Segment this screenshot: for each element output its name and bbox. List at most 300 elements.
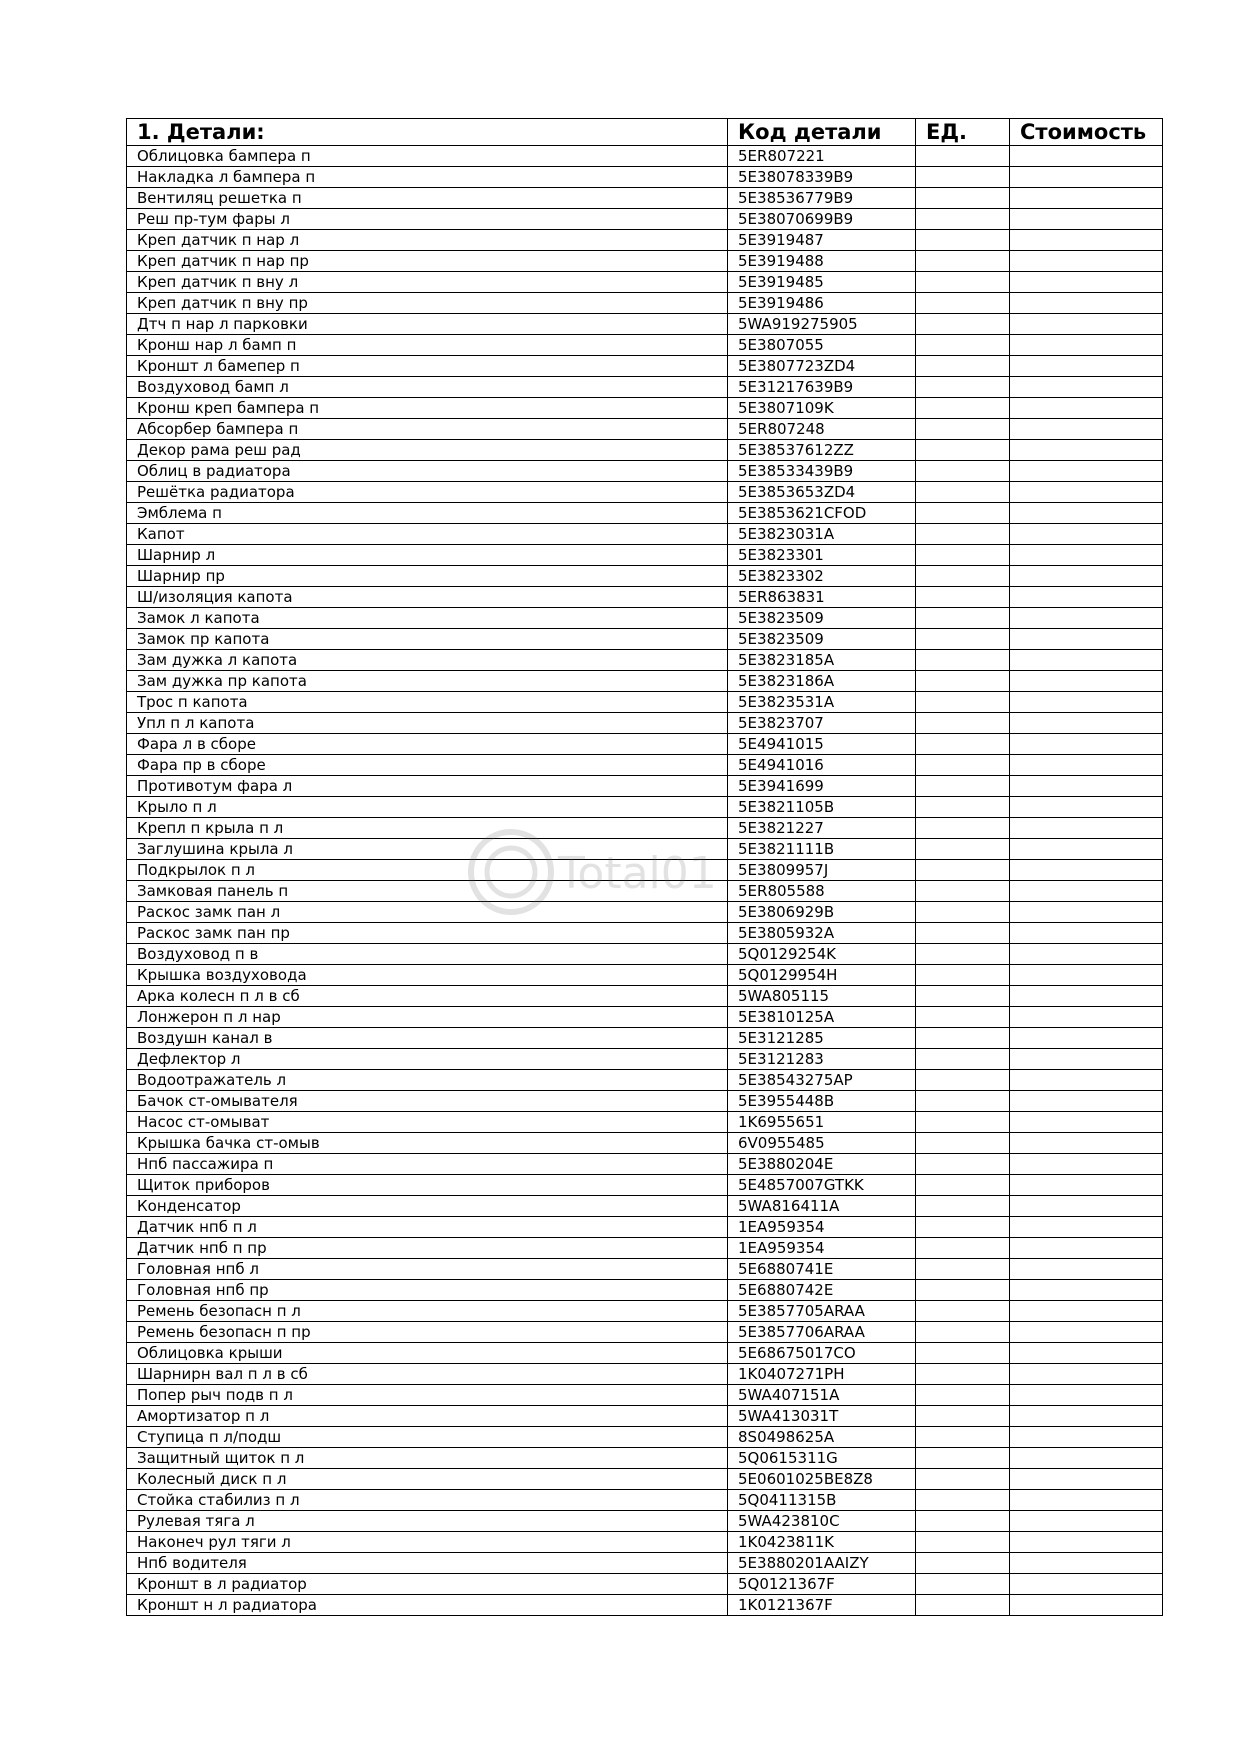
part-code-cell: 5E6880741E: [728, 1259, 916, 1280]
cost-cell: [1010, 272, 1163, 293]
table-row: [127, 524, 1163, 545]
part-code-cell: 8S0498625A: [728, 1427, 916, 1448]
cost-cell: [1010, 860, 1163, 881]
part-name-cell: Воздуховод бамп л: [127, 377, 728, 398]
cost-cell: [1010, 356, 1163, 377]
table-row: [127, 482, 1163, 503]
cost-cell: [1010, 671, 1163, 692]
part-code-cell: 5E3807055: [728, 335, 916, 356]
unit-cell: [916, 713, 1010, 734]
table-row: [127, 713, 1163, 734]
cost-cell: [1010, 1196, 1163, 1217]
part-name-cell: Подкрылок п л: [127, 860, 728, 881]
part-code-cell: 5E4857007GTKK: [728, 1175, 916, 1196]
unit-cell: [916, 524, 1010, 545]
unit-cell: [916, 1511, 1010, 1532]
unit-cell: [916, 293, 1010, 314]
unit-cell: [916, 587, 1010, 608]
unit-cell: [916, 314, 1010, 335]
cost-cell: [1010, 650, 1163, 671]
table-row: [127, 734, 1163, 755]
unit-cell: [916, 734, 1010, 755]
cost-cell: [1010, 944, 1163, 965]
part-name-cell: Кроншт л бамепер п: [127, 356, 728, 377]
part-code-cell: 5E3821227: [728, 818, 916, 839]
cost-cell: [1010, 1406, 1163, 1427]
cost-cell: [1010, 524, 1163, 545]
unit-cell: [916, 1595, 1010, 1616]
part-code-cell: 5E3823186A: [728, 671, 916, 692]
table-row: [127, 1049, 1163, 1070]
part-code-cell: 5Q0129254K: [728, 944, 916, 965]
unit-cell: [916, 902, 1010, 923]
table-row: [127, 776, 1163, 797]
unit-cell: [916, 1553, 1010, 1574]
header-unit: ЕД.: [916, 119, 1010, 146]
unit-cell: [916, 482, 1010, 503]
part-code-cell: 5E3821111B: [728, 839, 916, 860]
part-code-cell: 5E3823301: [728, 545, 916, 566]
cost-cell: [1010, 1364, 1163, 1385]
cost-cell: [1010, 461, 1163, 482]
cost-cell: [1010, 209, 1163, 230]
part-name-cell: Абсорбер бампера п: [127, 419, 728, 440]
table-row: [127, 650, 1163, 671]
unit-cell: [916, 440, 1010, 461]
header-cost: Стоимость: [1010, 119, 1163, 146]
table-row: [127, 671, 1163, 692]
part-name-cell: Ремень безопасн п л: [127, 1301, 728, 1322]
cost-cell: [1010, 1511, 1163, 1532]
part-code-cell: 5E3823509: [728, 629, 916, 650]
table-row: [127, 755, 1163, 776]
part-name-cell: Амортизатор п л: [127, 1406, 728, 1427]
cost-cell: [1010, 1574, 1163, 1595]
part-name-cell: Раскос замк пан пр: [127, 923, 728, 944]
part-code-cell: 5E31217639B9: [728, 377, 916, 398]
part-code-cell: 5WA423810C: [728, 1511, 916, 1532]
part-code-cell: 5ER863831: [728, 587, 916, 608]
unit-cell: [916, 1133, 1010, 1154]
part-name-cell: Кроншт н л радиатора: [127, 1595, 728, 1616]
part-name-cell: Колесный диск п л: [127, 1469, 728, 1490]
part-name-cell: Креп датчик п вну пр: [127, 293, 728, 314]
part-code-cell: 5E4941015: [728, 734, 916, 755]
part-code-cell: 5E3857706ARAA: [728, 1322, 916, 1343]
table-row: [127, 251, 1163, 272]
part-code-cell: 5E3919487: [728, 230, 916, 251]
part-name-cell: Накладка л бампера п: [127, 167, 728, 188]
table-row: [127, 188, 1163, 209]
table-row: [127, 629, 1163, 650]
table-row: [127, 1007, 1163, 1028]
table-row: [127, 1427, 1163, 1448]
part-name-cell: Дтч п нар л парковки: [127, 314, 728, 335]
cost-cell: [1010, 1280, 1163, 1301]
unit-cell: [916, 251, 1010, 272]
part-name-cell: Наконеч рул тяги л: [127, 1532, 728, 1553]
cost-cell: [1010, 1448, 1163, 1469]
unit-cell: [916, 1238, 1010, 1259]
unit-cell: [916, 272, 1010, 293]
table-row: [127, 797, 1163, 818]
unit-cell: [916, 1406, 1010, 1427]
table-row: [127, 503, 1163, 524]
table-row: [127, 902, 1163, 923]
unit-cell: [916, 965, 1010, 986]
part-code-cell: 5Q0411315B: [728, 1490, 916, 1511]
part-name-cell: Замок л капота: [127, 608, 728, 629]
unit-cell: [916, 377, 1010, 398]
cost-cell: [1010, 818, 1163, 839]
unit-cell: [916, 398, 1010, 419]
table-row: [127, 1133, 1163, 1154]
cost-cell: [1010, 482, 1163, 503]
part-code-cell: 5E3807723ZD4: [728, 356, 916, 377]
part-name-cell: Дефлектор л: [127, 1049, 728, 1070]
unit-cell: [916, 1490, 1010, 1511]
cost-cell: [1010, 1175, 1163, 1196]
cost-cell: [1010, 965, 1163, 986]
unit-cell: [916, 671, 1010, 692]
unit-cell: [916, 1028, 1010, 1049]
part-code-cell: 5E3805932A: [728, 923, 916, 944]
cost-cell: [1010, 587, 1163, 608]
cost-cell: [1010, 1070, 1163, 1091]
cost-cell: [1010, 419, 1163, 440]
table-row: [127, 398, 1163, 419]
cost-cell: [1010, 608, 1163, 629]
table-row: [127, 1532, 1163, 1553]
unit-cell: [916, 1343, 1010, 1364]
part-name-cell: Облиц в радиатора: [127, 461, 728, 482]
cost-cell: [1010, 1007, 1163, 1028]
unit-cell: [916, 146, 1010, 167]
part-code-cell: 5E3823707: [728, 713, 916, 734]
part-name-cell: Датчик нпб п л: [127, 1217, 728, 1238]
unit-cell: [916, 1196, 1010, 1217]
cost-cell: [1010, 1322, 1163, 1343]
table-row: [127, 293, 1163, 314]
table-row: [127, 1301, 1163, 1322]
part-name-cell: Раскос замк пан л: [127, 902, 728, 923]
part-name-cell: Трос п капота: [127, 692, 728, 713]
part-name-cell: Кронш нар л бамп п: [127, 335, 728, 356]
cost-cell: [1010, 1028, 1163, 1049]
table-row: [127, 839, 1163, 860]
part-name-cell: Фара л в сборе: [127, 734, 728, 755]
cost-cell: [1010, 167, 1163, 188]
table-row: [127, 209, 1163, 230]
unit-cell: [916, 755, 1010, 776]
table-row: [127, 1238, 1163, 1259]
table-row: [127, 314, 1163, 335]
header-parts: 1. Детали:: [127, 119, 728, 146]
part-name-cell: Воздуховод п в: [127, 944, 728, 965]
part-name-cell: Креп датчик п вну л: [127, 272, 728, 293]
table-row: [127, 944, 1163, 965]
unit-cell: [916, 839, 1010, 860]
table-row: [127, 1028, 1163, 1049]
part-code-cell: 1K0121367F: [728, 1595, 916, 1616]
unit-cell: [916, 1322, 1010, 1343]
part-code-cell: 5Q0129954H: [728, 965, 916, 986]
part-name-cell: Кроншт в л радиатор: [127, 1574, 728, 1595]
part-name-cell: Шарнир л: [127, 545, 728, 566]
part-code-cell: 5ER807221: [728, 146, 916, 167]
cost-cell: [1010, 776, 1163, 797]
part-code-cell: 1K0423811K: [728, 1532, 916, 1553]
unit-cell: [916, 1427, 1010, 1448]
table-row: [127, 1322, 1163, 1343]
part-name-cell: Головная нпб л: [127, 1259, 728, 1280]
table-header-row: [127, 119, 1163, 146]
part-code-cell: 5E3955448B: [728, 1091, 916, 1112]
header-part-code: Код детали: [728, 119, 916, 146]
unit-cell: [916, 608, 1010, 629]
part-name-cell: Упл п л капота: [127, 713, 728, 734]
part-code-cell: 5E3809957J: [728, 860, 916, 881]
cost-cell: [1010, 629, 1163, 650]
part-name-cell: Капот: [127, 524, 728, 545]
cost-cell: [1010, 734, 1163, 755]
part-code-cell: 5E0601025BE8Z8: [728, 1469, 916, 1490]
table-row: [127, 461, 1163, 482]
unit-cell: [916, 650, 1010, 671]
part-name-cell: Головная нпб пр: [127, 1280, 728, 1301]
table-row: [127, 1448, 1163, 1469]
unit-cell: [916, 230, 1010, 251]
part-code-cell: 1K0407271PH: [728, 1364, 916, 1385]
table-row: [127, 1343, 1163, 1364]
part-code-cell: 1EA959354: [728, 1217, 916, 1238]
table-row: [127, 335, 1163, 356]
part-code-cell: 5E68675017CO: [728, 1343, 916, 1364]
unit-cell: [916, 356, 1010, 377]
unit-cell: [916, 503, 1010, 524]
part-code-cell: 5E3806929B: [728, 902, 916, 923]
table-row: [127, 545, 1163, 566]
cost-cell: [1010, 440, 1163, 461]
cost-cell: [1010, 293, 1163, 314]
cost-cell: [1010, 1238, 1163, 1259]
cost-cell: [1010, 986, 1163, 1007]
part-name-cell: Ступица п л/подш: [127, 1427, 728, 1448]
part-name-cell: Защитный щиток п л: [127, 1448, 728, 1469]
cost-cell: [1010, 188, 1163, 209]
part-code-cell: 5E6880742E: [728, 1280, 916, 1301]
part-name-cell: Конденсатор: [127, 1196, 728, 1217]
cost-cell: [1010, 797, 1163, 818]
parts-sheet: [126, 118, 1162, 1616]
unit-cell: [916, 1091, 1010, 1112]
part-code-cell: 6V0955485: [728, 1133, 916, 1154]
part-name-cell: Ш/изоляция капота: [127, 587, 728, 608]
table-row: [127, 1490, 1163, 1511]
table-row: [127, 1154, 1163, 1175]
table-row: [127, 419, 1163, 440]
cost-cell: [1010, 1259, 1163, 1280]
unit-cell: [916, 797, 1010, 818]
cost-cell: [1010, 335, 1163, 356]
part-name-cell: Крышка бачка ст-омыв: [127, 1133, 728, 1154]
cost-cell: [1010, 377, 1163, 398]
unit-cell: [916, 461, 1010, 482]
part-name-cell: Крышка воздуховода: [127, 965, 728, 986]
part-code-cell: 5E3121285: [728, 1028, 916, 1049]
part-code-cell: 5E3919485: [728, 272, 916, 293]
unit-cell: [916, 167, 1010, 188]
table-row: [127, 1217, 1163, 1238]
part-name-cell: Решётка радиатора: [127, 482, 728, 503]
unit-cell: [916, 881, 1010, 902]
part-name-cell: Зам дужка л капота: [127, 650, 728, 671]
part-code-cell: 5Q0615311G: [728, 1448, 916, 1469]
unit-cell: [916, 335, 1010, 356]
part-code-cell: 5E38543275AP: [728, 1070, 916, 1091]
part-name-cell: Противотум фара л: [127, 776, 728, 797]
unit-cell: [916, 944, 1010, 965]
table-row: [127, 608, 1163, 629]
cost-cell: [1010, 1301, 1163, 1322]
part-name-cell: Арка колесн п л в сб: [127, 986, 728, 1007]
part-name-cell: Вентиляц решетка п: [127, 188, 728, 209]
part-code-cell: 5E3853653ZD4: [728, 482, 916, 503]
part-name-cell: Крепл п крыла п л: [127, 818, 728, 839]
unit-cell: [916, 1175, 1010, 1196]
cost-cell: [1010, 230, 1163, 251]
cost-cell: [1010, 1049, 1163, 1070]
unit-cell: [916, 923, 1010, 944]
unit-cell: [916, 419, 1010, 440]
cost-cell: [1010, 713, 1163, 734]
part-name-cell: Попер рыч подв п л: [127, 1385, 728, 1406]
part-name-cell: Заглушина крыла л: [127, 839, 728, 860]
unit-cell: [916, 860, 1010, 881]
cost-cell: [1010, 503, 1163, 524]
part-name-cell: Воздушн канал в: [127, 1028, 728, 1049]
table-row: [127, 1112, 1163, 1133]
part-code-cell: 1EA959354: [728, 1238, 916, 1259]
part-code-cell: 5E3853621CFOD: [728, 503, 916, 524]
part-name-cell: Щиток приборов: [127, 1175, 728, 1196]
part-name-cell: Облицовка бампера п: [127, 146, 728, 167]
cost-cell: [1010, 1154, 1163, 1175]
part-code-cell: 5E3823185A: [728, 650, 916, 671]
unit-cell: [916, 1154, 1010, 1175]
cost-cell: [1010, 692, 1163, 713]
part-name-cell: Шарнир пр: [127, 566, 728, 587]
part-name-cell: Замковая панель п: [127, 881, 728, 902]
unit-cell: [916, 1007, 1010, 1028]
part-name-cell: Облицовка крыши: [127, 1343, 728, 1364]
part-code-cell: 5E3941699: [728, 776, 916, 797]
unit-cell: [916, 818, 1010, 839]
table-row: [127, 1364, 1163, 1385]
part-name-cell: Рулевая тяга л: [127, 1511, 728, 1532]
unit-cell: [916, 188, 1010, 209]
table-row: [127, 1070, 1163, 1091]
part-code-cell: 5E3919486: [728, 293, 916, 314]
unit-cell: [916, 1259, 1010, 1280]
unit-cell: [916, 1532, 1010, 1553]
part-name-cell: Нпб водителя: [127, 1553, 728, 1574]
unit-cell: [916, 566, 1010, 587]
unit-cell: [916, 1448, 1010, 1469]
cost-cell: [1010, 923, 1163, 944]
part-code-cell: 5E3880201AAIZY: [728, 1553, 916, 1574]
table-row: [127, 356, 1163, 377]
cost-cell: [1010, 1133, 1163, 1154]
unit-cell: [916, 629, 1010, 650]
table-row: [127, 1196, 1163, 1217]
table-row: [127, 272, 1163, 293]
part-code-cell: 5ER807248: [728, 419, 916, 440]
part-code-cell: 5E3807109K: [728, 398, 916, 419]
cost-cell: [1010, 251, 1163, 272]
unit-cell: [916, 1364, 1010, 1385]
unit-cell: [916, 1217, 1010, 1238]
table-row: [127, 1553, 1163, 1574]
cost-cell: [1010, 1343, 1163, 1364]
table-row: [127, 923, 1163, 944]
part-code-cell: 5E38537612ZZ: [728, 440, 916, 461]
part-code-cell: 5E3823031A: [728, 524, 916, 545]
part-name-cell: Нпб пассажира п: [127, 1154, 728, 1175]
part-name-cell: Креп датчик п нар л: [127, 230, 728, 251]
part-name-cell: Реш пр-тум фары л: [127, 209, 728, 230]
table-row: [127, 1574, 1163, 1595]
table-row: [127, 377, 1163, 398]
part-code-cell: 5E3810125A: [728, 1007, 916, 1028]
cost-cell: [1010, 1427, 1163, 1448]
cost-cell: [1010, 839, 1163, 860]
part-name-cell: Датчик нпб п пр: [127, 1238, 728, 1259]
cost-cell: [1010, 146, 1163, 167]
part-code-cell: 5WA407151A: [728, 1385, 916, 1406]
table-row: [127, 440, 1163, 461]
unit-cell: [916, 986, 1010, 1007]
part-name-cell: Лонжерон п л нар: [127, 1007, 728, 1028]
table-row: [127, 860, 1163, 881]
cost-cell: [1010, 1553, 1163, 1574]
part-code-cell: 5E4941016: [728, 755, 916, 776]
part-name-cell: Замок пр капота: [127, 629, 728, 650]
table-row: [127, 566, 1163, 587]
part-code-cell: 5E3857705ARAA: [728, 1301, 916, 1322]
part-name-cell: Водоотражатель л: [127, 1070, 728, 1091]
part-name-cell: Крыло п л: [127, 797, 728, 818]
unit-cell: [916, 545, 1010, 566]
parts-table: [126, 118, 1163, 1616]
table-row: [127, 587, 1163, 608]
part-name-cell: Бачок ст-омывателя: [127, 1091, 728, 1112]
table-row: [127, 1259, 1163, 1280]
part-code-cell: 5E38078339B9: [728, 167, 916, 188]
table-row: [127, 1280, 1163, 1301]
part-name-cell: Насос ст-омыват: [127, 1112, 728, 1133]
part-code-cell: 5ER805588: [728, 881, 916, 902]
table-row: [127, 1091, 1163, 1112]
part-name-cell: Зам дужка пр капота: [127, 671, 728, 692]
part-code-cell: 5E3821105B: [728, 797, 916, 818]
cost-cell: [1010, 1469, 1163, 1490]
table-row: [127, 1385, 1163, 1406]
part-code-cell: 5WA805115: [728, 986, 916, 1007]
table-row: [127, 1511, 1163, 1532]
table-row: [127, 986, 1163, 1007]
part-code-cell: 1K6955651: [728, 1112, 916, 1133]
